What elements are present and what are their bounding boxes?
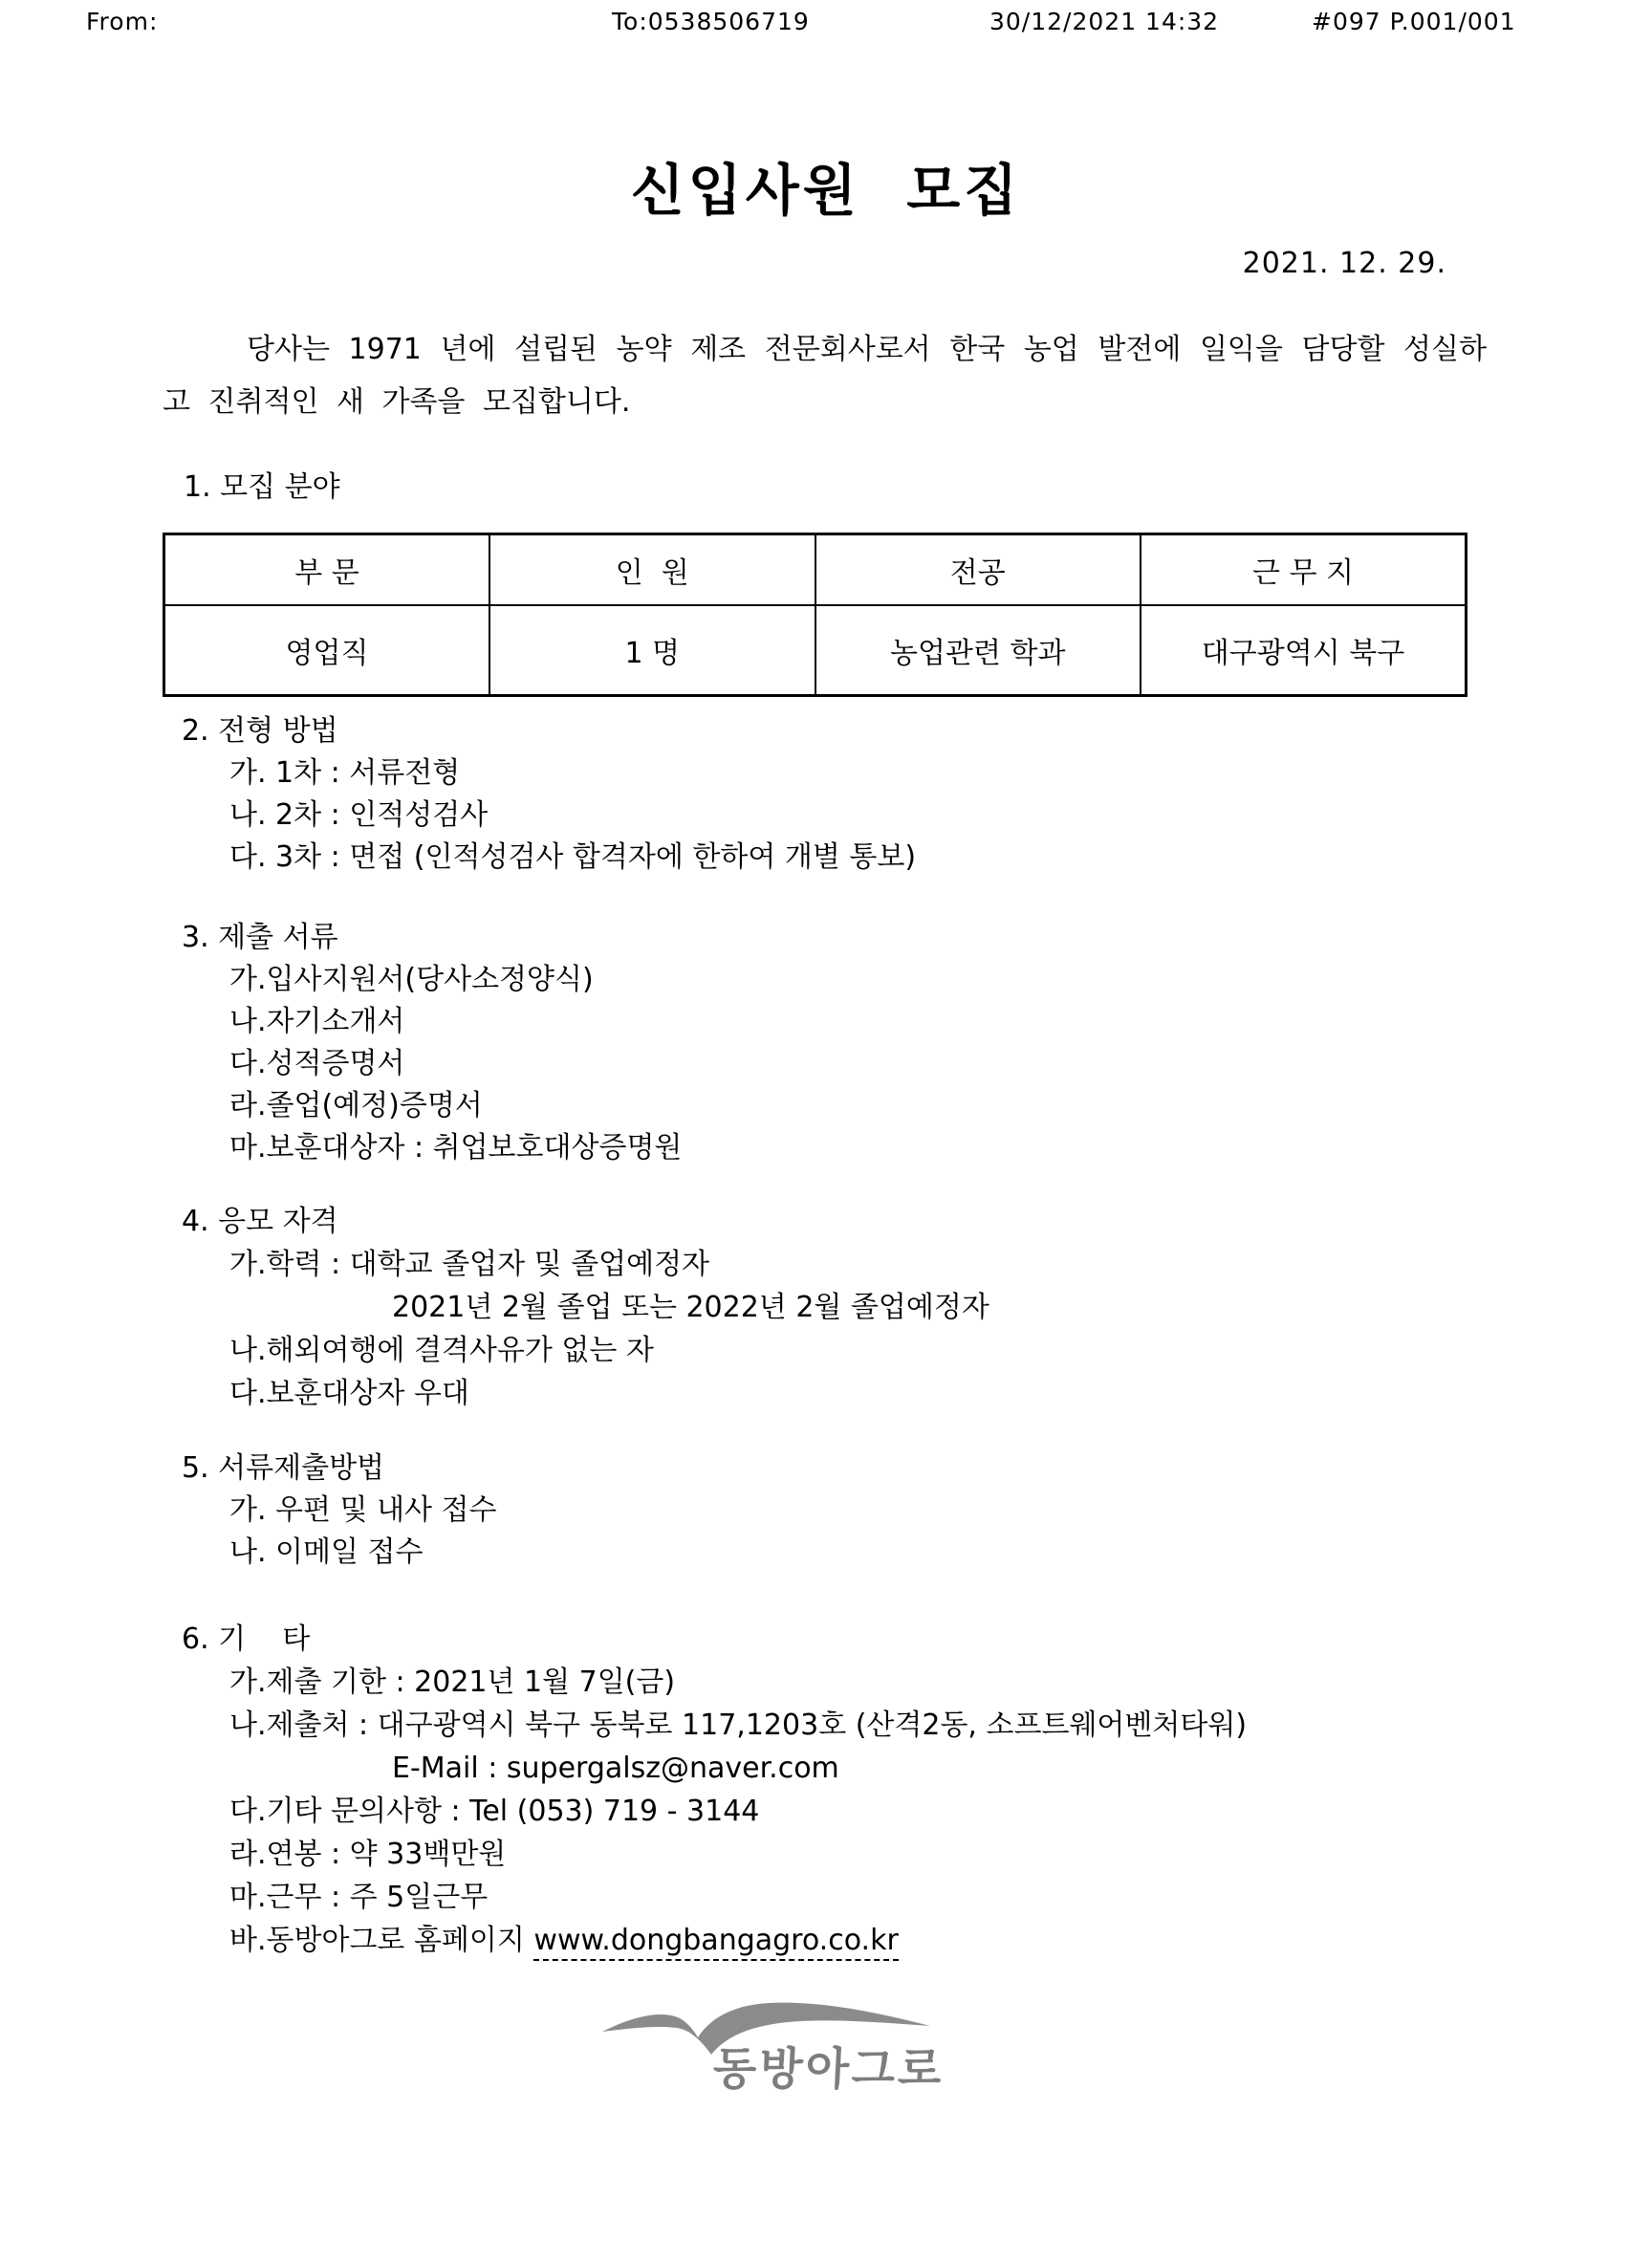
col-header-major: 전공 (815, 534, 1141, 606)
section-recruit-field (163, 466, 1477, 697)
list-item-homepage (229, 1919, 1496, 1962)
cell-major: 농업관련 학과 (815, 605, 1141, 696)
document-date: 2021. 12. 29. (1242, 247, 1446, 280)
section-screening-method (182, 709, 1496, 879)
fax-datetime: 30/12/2021 14:32 (989, 8, 1220, 35)
list-item: 라.연봉 : 약 33백만원 (229, 1838, 507, 1871)
section-4-heading: 4. 응모 자격 (182, 1205, 338, 1238)
section-required-documents (182, 916, 1496, 1169)
list-item: 가. 1차 : 서류전형 (229, 756, 461, 790)
list-item: 나. 이메일 접수 (229, 1535, 424, 1569)
list-item-email: E-Mail : supergalsz@naver.com (392, 1752, 839, 1785)
section-submission-method (182, 1447, 1496, 1574)
fax-header (0, 8, 1652, 40)
intro-paragraph: 당사는 1971 년에 설립된 농약 제조 전문회사로서 한국 농업 발전에 일익을 담당할 성실하고 진취적인 새 가족을 모집합니다. (163, 333, 1487, 419)
logo-text: 동방아그로 (711, 2043, 946, 2096)
cell-workplace: 대구광역시 북구 (1141, 605, 1467, 696)
list-item: 라.졸업(예정)증명서 (229, 1089, 483, 1122)
list-item: 나.자기소개서 (229, 1005, 405, 1038)
list-item: 나.제출처 : 대구광역시 북구 동북로 117,1203호 (산격2동, 소프트웨어벤처타워) (229, 1709, 1248, 1742)
section-5-heading: 5. 서류제출방법 (182, 1451, 385, 1485)
section-6-heading: 6. 기 타 (182, 1622, 311, 1656)
recruit-table-data-row (164, 605, 1467, 696)
list-item: 나. 2차 : 인적성검사 (229, 798, 489, 832)
company-logo (600, 1993, 1021, 2099)
list-item: 가.입사지원서(당사소정양식) (229, 963, 594, 996)
list-item: 가.제출 기한 : 2021년 1월 7일(금) (229, 1665, 676, 1699)
list-item: 나.해외여행에 결격사유가 없는 자 (229, 1334, 654, 1367)
fax-page-counter: #097 P.001/001 (1312, 8, 1516, 35)
col-header-department: 부 문 (164, 534, 490, 606)
fax-to-number: To:0538506719 (612, 8, 810, 35)
homepage-link[interactable]: www.dongbangagro.co.kr (533, 1924, 898, 1961)
section-qualifications (182, 1200, 1496, 1415)
section-3-heading: 3. 제출 서류 (182, 921, 338, 954)
list-item: 다.보훈대상자 우대 (229, 1377, 469, 1410)
cell-headcount: 1 명 (489, 605, 815, 696)
list-item: 다. 3차 : 면접 (인적성검사 합격자에 한하여 개별 통보) (229, 840, 917, 874)
list-item: 가. 우편 및 내사 접수 (229, 1493, 497, 1527)
list-item: 가.학력 : 대학교 졸업자 및 졸업예정자 (229, 1248, 710, 1281)
recruit-table (163, 533, 1467, 697)
fax-from-label: From: (86, 8, 159, 35)
list-item: 다.성적증명서 (229, 1047, 405, 1080)
col-header-workplace: 근 무 지 (1141, 534, 1467, 606)
homepage-label: 바.동방아그로 홈페이지 (229, 1924, 534, 1957)
list-item: 다.기타 문의사항 : Tel (053) 719 - 3144 (229, 1795, 760, 1828)
list-item: 마.근무 : 주 5일근무 (229, 1881, 489, 1914)
section-2-heading: 2. 전형 방법 (182, 714, 338, 748)
section-1-heading: 1. 모집 분야 (184, 470, 340, 504)
cell-department: 영업직 (164, 605, 490, 696)
document-title: 신입사원 모집 (630, 158, 1022, 223)
list-item: 마.보훈대상자 : 취업보호대상증명원 (229, 1131, 683, 1165)
list-item-continuation: 2021년 2월 졸업 또는 2022년 2월 졸업예정자 (392, 1291, 989, 1324)
col-header-headcount: 인 원 (489, 534, 815, 606)
section-etc (182, 1618, 1496, 1962)
recruit-table-header-row (164, 534, 1467, 606)
